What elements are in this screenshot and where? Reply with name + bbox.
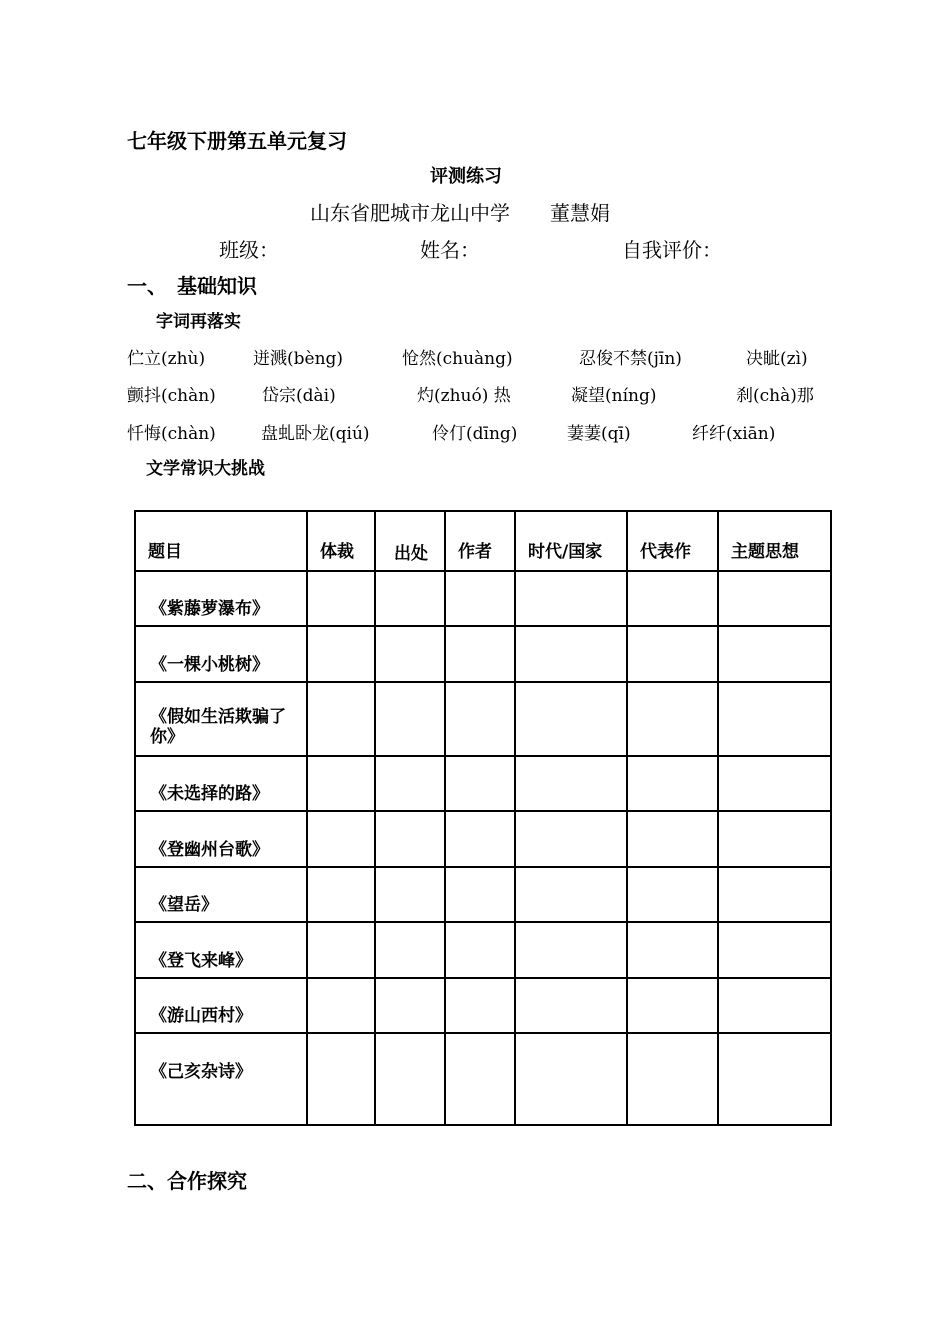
answer-cell[interactable] bbox=[718, 682, 831, 756]
vocab-item: 纤纤(xiān) bbox=[692, 424, 776, 444]
vocab-item: 迸溅(bèng) bbox=[253, 349, 344, 369]
header-cell: 主题思想 bbox=[718, 511, 831, 571]
table-row bbox=[135, 922, 831, 978]
section1-sub-literature: 文学常识大挑战 bbox=[146, 459, 265, 479]
answer-cell[interactable] bbox=[375, 756, 445, 811]
section2-heading: 二、合作探究 bbox=[127, 1169, 247, 1193]
answer-cell[interactable] bbox=[307, 571, 375, 626]
header-cell: 代表作 bbox=[627, 511, 718, 571]
answer-cell[interactable] bbox=[515, 756, 627, 811]
answer-cell[interactable] bbox=[307, 811, 375, 867]
row-title-cell: 《紫藤萝瀑布》 bbox=[135, 571, 307, 626]
answer-cell[interactable] bbox=[445, 682, 515, 756]
row-title-cell: 《假如生活欺骗了你》 bbox=[135, 682, 307, 756]
vocab-item: 岱宗(dài) bbox=[262, 386, 336, 406]
vocab-item: 决眦(zì) bbox=[746, 349, 808, 369]
answer-cell[interactable] bbox=[375, 811, 445, 867]
vocab-item: 忏悔(chàn) bbox=[127, 424, 216, 444]
answer-cell[interactable] bbox=[307, 1033, 375, 1125]
answer-cell[interactable] bbox=[627, 867, 718, 922]
answer-cell[interactable] bbox=[307, 922, 375, 978]
answer-cell[interactable] bbox=[375, 1033, 445, 1125]
answer-cell[interactable] bbox=[515, 1033, 627, 1125]
table-row bbox=[135, 978, 831, 1033]
row-title-cell: 《一棵小桃树》 bbox=[135, 626, 307, 682]
header-cell: 题目 bbox=[135, 511, 307, 571]
table-header-row bbox=[135, 511, 831, 571]
row-title-cell: 《己亥杂诗》 bbox=[135, 1033, 307, 1125]
answer-cell[interactable] bbox=[515, 571, 627, 626]
answer-cell[interactable] bbox=[445, 811, 515, 867]
answer-cell[interactable] bbox=[627, 978, 718, 1033]
answer-cell[interactable] bbox=[515, 682, 627, 756]
answer-cell[interactable] bbox=[307, 756, 375, 811]
header-cell: 时代/国家 bbox=[515, 511, 627, 571]
answer-cell[interactable] bbox=[307, 682, 375, 756]
table-row bbox=[135, 811, 831, 867]
header-cell: 作者 bbox=[445, 511, 515, 571]
answer-cell[interactable] bbox=[718, 922, 831, 978]
answer-cell[interactable] bbox=[445, 626, 515, 682]
vocab-item: 刹(chà)那 bbox=[736, 386, 814, 406]
answer-cell[interactable] bbox=[375, 922, 445, 978]
answer-cell[interactable] bbox=[307, 978, 375, 1033]
vocab-item: 忍俊不禁(jīn) bbox=[579, 349, 682, 369]
answer-cell[interactable] bbox=[307, 626, 375, 682]
answer-cell[interactable] bbox=[375, 978, 445, 1033]
answer-cell[interactable] bbox=[515, 811, 627, 867]
answer-cell[interactable] bbox=[515, 867, 627, 922]
doc-title: 七年级下册第五单元复习 bbox=[127, 129, 347, 153]
table-row bbox=[135, 571, 831, 626]
answer-cell[interactable] bbox=[375, 682, 445, 756]
row-title-cell: 《游山西村》 bbox=[135, 978, 307, 1033]
vocab-item: 怆然(chuàng) bbox=[402, 349, 513, 369]
answer-cell[interactable] bbox=[445, 756, 515, 811]
answer-cell[interactable] bbox=[445, 1033, 515, 1125]
answer-cell[interactable] bbox=[627, 922, 718, 978]
literature-table bbox=[134, 510, 832, 1126]
table-row bbox=[135, 682, 831, 756]
class-field-label: 班级： bbox=[219, 238, 279, 262]
vocab-item: 盘虬卧龙(qiú) bbox=[261, 424, 370, 444]
answer-cell[interactable] bbox=[718, 571, 831, 626]
answer-cell[interactable] bbox=[718, 978, 831, 1033]
section1-heading: 一、 基础知识 bbox=[127, 274, 257, 298]
answer-cell[interactable] bbox=[375, 626, 445, 682]
table-row bbox=[135, 1033, 831, 1125]
vocab-item: 颤抖(chàn) bbox=[127, 386, 216, 406]
vocab-item: 凝望(níng) bbox=[571, 386, 657, 406]
answer-cell[interactable] bbox=[718, 811, 831, 867]
answer-cell[interactable] bbox=[515, 922, 627, 978]
self-eval-field-label: 自我评价： bbox=[622, 238, 722, 262]
answer-cell[interactable] bbox=[627, 682, 718, 756]
row-title-cell: 《未选择的路》 bbox=[135, 756, 307, 811]
answer-cell[interactable] bbox=[718, 626, 831, 682]
table-row bbox=[135, 626, 831, 682]
answer-cell[interactable] bbox=[307, 867, 375, 922]
section1-sub-vocab: 字词再落实 bbox=[156, 312, 241, 332]
vocab-item: 萋萋(qī) bbox=[567, 424, 631, 444]
table-row bbox=[135, 756, 831, 811]
header-cell: 出处 bbox=[375, 511, 445, 571]
vocab-item: 灼(zhuó) 热 bbox=[417, 386, 511, 406]
row-title-cell: 《登幽州台歌》 bbox=[135, 811, 307, 867]
row-title-cell: 《望岳》 bbox=[135, 867, 307, 922]
table-row bbox=[135, 867, 831, 922]
answer-cell[interactable] bbox=[718, 867, 831, 922]
answer-cell[interactable] bbox=[627, 811, 718, 867]
answer-cell[interactable] bbox=[375, 571, 445, 626]
answer-cell[interactable] bbox=[627, 1033, 718, 1125]
answer-cell[interactable] bbox=[515, 626, 627, 682]
vocab-item: 伫立(zhù) bbox=[127, 349, 206, 369]
answer-cell[interactable] bbox=[375, 867, 445, 922]
answer-cell[interactable] bbox=[445, 978, 515, 1033]
answer-cell[interactable] bbox=[718, 756, 831, 811]
author-line: 山东省肥城市龙山中学 董慧娟 bbox=[310, 201, 610, 225]
answer-cell[interactable] bbox=[627, 756, 718, 811]
vocab-item: 伶仃(dīng) bbox=[432, 424, 518, 444]
row-title-cell: 《登飞来峰》 bbox=[135, 922, 307, 978]
answer-cell[interactable] bbox=[627, 571, 718, 626]
name-field-label: 姓名： bbox=[420, 238, 480, 262]
header-cell: 体裁 bbox=[307, 511, 375, 571]
answer-cell[interactable] bbox=[515, 978, 627, 1033]
answer-cell[interactable] bbox=[627, 626, 718, 682]
doc-subtitle: 评测练习 bbox=[430, 166, 502, 187]
answer-cell[interactable] bbox=[718, 1033, 831, 1125]
answer-cell[interactable] bbox=[445, 571, 515, 626]
answer-cell[interactable] bbox=[445, 867, 515, 922]
answer-cell[interactable] bbox=[445, 922, 515, 978]
